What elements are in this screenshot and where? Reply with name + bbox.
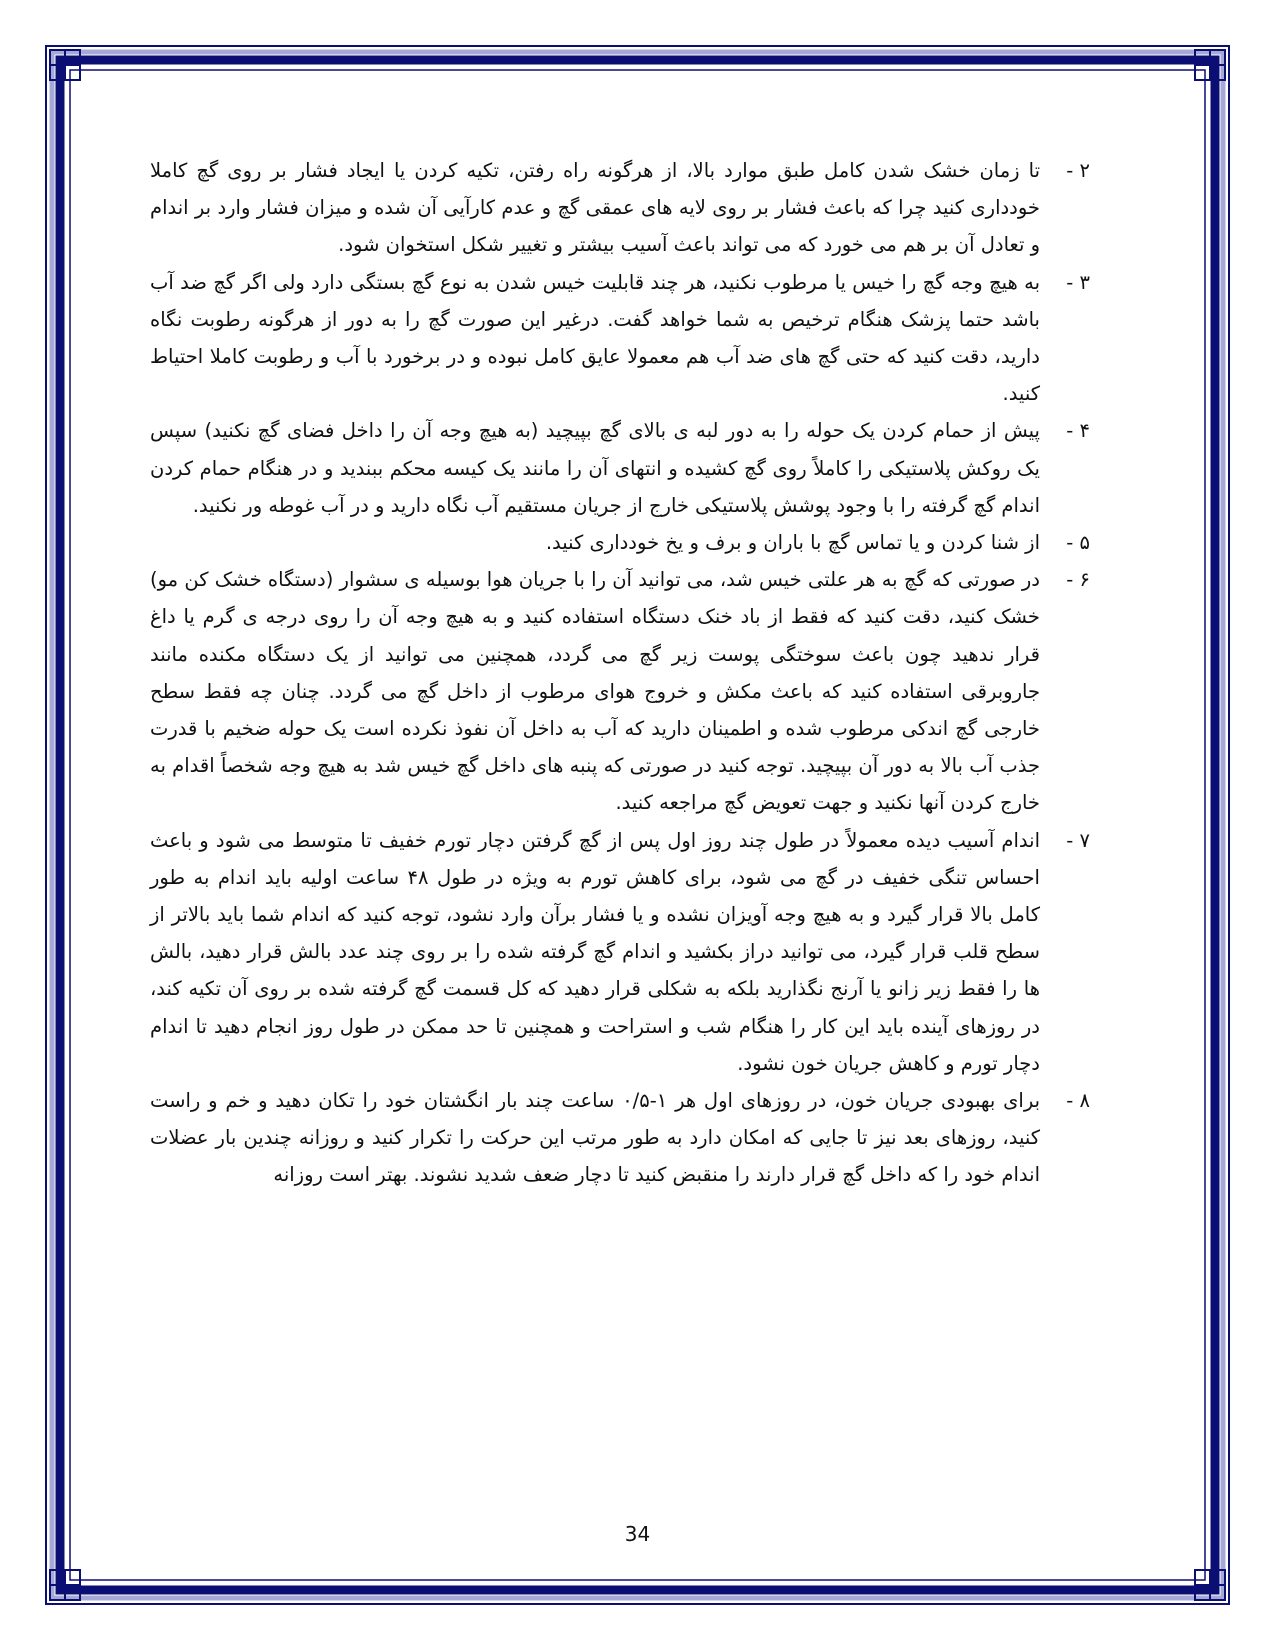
item-number: ۴ - (1066, 419, 1090, 443)
item-number: ۲ - (1066, 159, 1090, 182)
list-item (150, 412, 1090, 524)
item-number: ۷ - (1066, 828, 1090, 852)
item-text: تا زمان خشک شدن کامل طبق موارد بالا، از هرگونه راه رفتن، تکیه کردن یا ایجاد فشار بر روی گچ کاملا خودداری کنید چرا که باعث فشار بر روی لایه های عمقی گچ و عدم کارآیی آن شده و میزان فشار وارد بر اندام و تعادل آن بر هم می خورد که می تواند باعث آسیب بیشتر و تغییر شکل استخوان شود. (150, 159, 1040, 257)
page-number: 34 (624, 1522, 651, 1546)
item-number: ۵ - (1066, 531, 1090, 555)
item-text: برای بهبودی جریان خون، در روزهای اول هر ۱-۰/۵ ساعت چند بار انگشتان خود را تکان دهید و خم و راست کنید، روزهای بعد نیز تا جایی که امکان دارد به طور مرتب این حرکت را تکرار کنید و روزانه چندین بار عضلات اندام خود را که داخل گچ قرار دارند را منقبض کنید تا دچار ضعف شدید نشوند. بهتر است روزانه (150, 1089, 1041, 1187)
list-item (150, 822, 1090, 1082)
document-body (150, 152, 1090, 1194)
item-text: از شنا کردن و یا تماس گچ با باران و برف و یخ خودداری کنید. (545, 531, 1040, 555)
list-item (150, 264, 1090, 413)
list-item (150, 1082, 1090, 1194)
list-item (150, 561, 1090, 821)
list-item (150, 152, 1090, 264)
item-text: در صورتی که گچ به هر علتی خیس شد، می توانید آن را با جریان هوا بوسیله ی سشوار (دستگاه خشک کن مو) خشک کنید، دقت کنید که فقط از باد خنک دستگاه استفاده کنید و به هیچ وجه آن را روی درجه ی گرم یا داغ قرار ندهید چون باعث سوختگی پوست زیر گچ می گردد، همچنین می توانید از یک دستگاه مکنده مانند جاروبرقی استفاده کنید که باعث مکش و خروج هوای مرطوب از داخل گچ می گردد. چنان چه فقط سطح خارجی گچ اندکی مرطوب شده و اطمینان دارید که آب به داخل آن نفوذ نکرده است یک حوله ضخیم با قدرت جذب آب بالا به دور آن بپیچید. توجه کنید در صورتی که پنبه های داخل گچ خیس شد به هیچ وجه شخصاً اقدام به خارج کردن آنها نکنید و جهت تعویض گچ مراجعه کنید. (150, 568, 1040, 815)
list-item (150, 524, 1090, 561)
item-text: اندام آسیب دیده معمولاً در طول چند روز اول پس از گچ گرفتن دچار تورم خفیف تا متوسط می شود و باعث احساس تنگی خفیف در گچ می شود، برای کاهش تورم به ویژه در طول ۴۸ ساعت اولیه باید اندام به طور کامل بالا قرار گیرد و به هیچ وجه آویزان نشده و یا فشار برآن وارد نشود، توجه کنید که اندام شما باید بالاتر از سطح قلب قرار گیرد، می توانید دراز بکشید و اندام گچ گرفته شده را بر روی چند عدد بالش قرار دهید، بالش ها را فقط زیر زانو یا آرنج نگذارید بلکه به شکلی قرار دهید که کل قسمت گچ گرفته شده بر روی آن تکیه کند، در روزهای آینده باید این کار را هنگام شب و استراحت و همچنین تا حد ممکن در طول روز انجام دهید تا اندام دچار تورم و کاهش جریان خون نشود. (150, 828, 1040, 1075)
item-number: ۳ - (1066, 270, 1090, 294)
item-number: ۶ - (1066, 568, 1090, 592)
item-text: پیش از حمام کردن یک حوله را به دور لبه ی بالای گچ بپیچید (به هیچ وجه آن را داخل فضای گچ نکنید) سپس یک روکش پلاستیکی را کاملاً روی گچ کشیده و انتهای آن را مانند یک کیسه محکم ببندید و در هنگام حمام کردن اندام گچ گرفته را با وجود پوشش پلاستیکی خارج از جریان مستقیم آب نگاه دارید و در آب غوطه ور نکنید. (150, 419, 1040, 517)
item-text: به هیچ وجه گچ را خیس یا مرطوب نکنید، هر چند قابلیت خیس شدن به نوع گچ بستگی دارد ولی اگر گچ ضد آب باشد حتما پزشک هنگام ترخیص به شما خواهد گفت. درغیر این صورت گچ را به دور از هرگونه رطوبت نگاه دارید، دقت کنید که حتی گچ های ضد آب هم معمولا عایق کامل نبوده و در برخورد با آب و رطوبت کاملا احتیاط کنید. (150, 270, 1040, 406)
item-number: ۸ - (1066, 1089, 1090, 1113)
